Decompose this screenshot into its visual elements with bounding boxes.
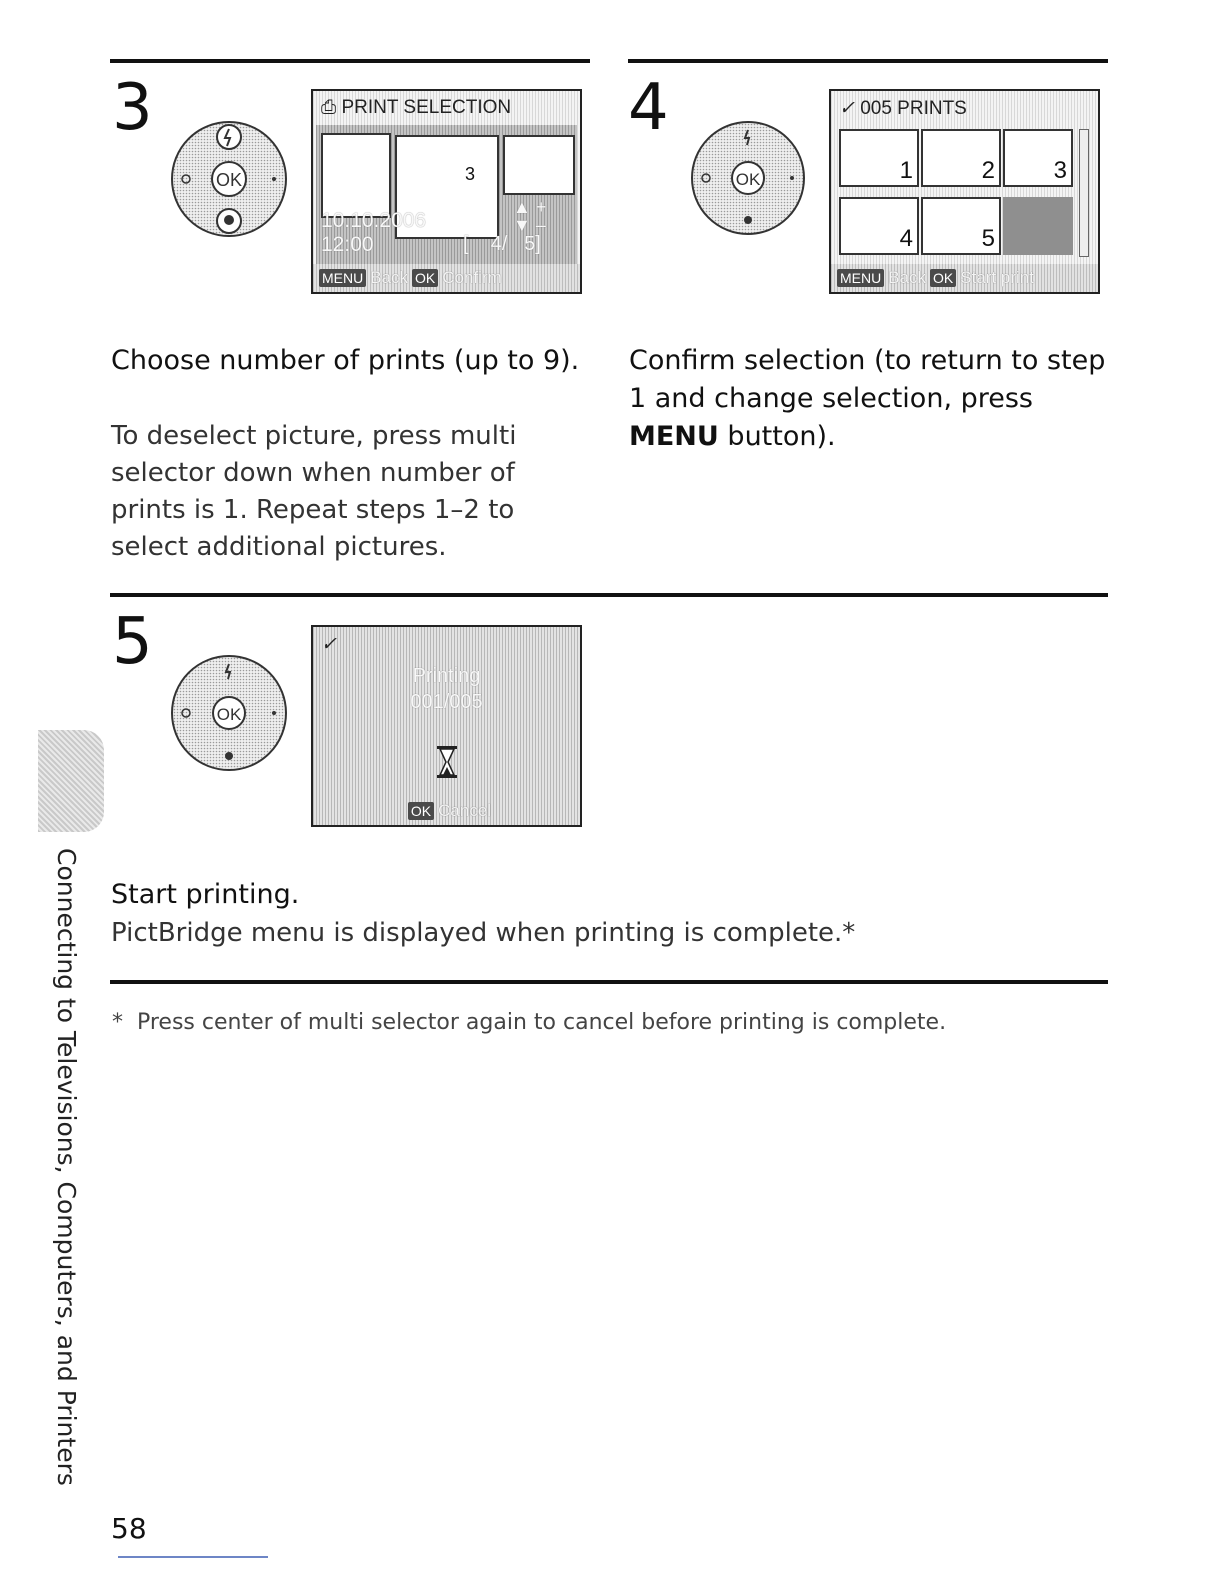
footer-confirm-label: Confirm [442, 268, 502, 287]
thumbnail-3: 3 [1003, 129, 1073, 187]
footer-cancel-label: Cancel [438, 801, 492, 820]
page-number: 58 [111, 1512, 147, 1545]
screen-print-selection [311, 89, 582, 294]
preview-time: 12:00 [321, 233, 374, 256]
step-5-heading: Start printing. [111, 879, 300, 910]
pictbridge-icon: ✓ [839, 98, 855, 119]
scrollbar [1079, 129, 1089, 257]
rule-top-right [628, 59, 1108, 63]
screen-footer [313, 797, 580, 825]
menu-button-tag: MENU [319, 269, 366, 287]
step-5-body: PictBridge menu is displayed when printing is complete.* [111, 918, 856, 948]
footnote: * Press center of multi selector again to cancel before printing is complete. [112, 1010, 947, 1035]
up-arrow-icon: ▲ + [513, 197, 547, 217]
footer-back-label: Back [888, 268, 927, 287]
print-counter: [ 4/ 5] [463, 233, 541, 255]
preview-date: 10.10.2006 [321, 209, 427, 232]
thumbnail-5: 5 [921, 197, 1001, 255]
step-3-body: To deselect picture, press multi selector down when number of prints is 1. Repeat steps 1–2 to select additional pictures. [111, 421, 517, 562]
footer-back-label: Back [370, 268, 409, 287]
printing-progress: 001/005 [410, 691, 483, 713]
footer-start-label: Start print [960, 268, 1034, 287]
down-arrow-icon: ▼ – [513, 215, 546, 235]
step-4-number: 4 [628, 71, 669, 145]
menu-button-tag: MENU [837, 269, 884, 287]
print-count-badge: 3 [464, 164, 475, 184]
rule-footnote [110, 980, 1108, 984]
dial-ok-label: OK [735, 170, 761, 189]
rule-step5 [110, 593, 1108, 597]
printing-status: Printing [412, 665, 481, 687]
thumbnail-1: 1 [839, 129, 919, 187]
dial-ok-label: OK [216, 705, 242, 724]
multi-selector-dial-step4 [690, 120, 806, 236]
empty-slot [1003, 197, 1073, 255]
screen-prints-confirm [829, 89, 1100, 294]
step-3-number: 3 [112, 71, 153, 145]
ok-button-tag: OK [412, 269, 438, 287]
ok-button-tag: OK [930, 269, 956, 287]
print-icon: ⎙ [321, 97, 337, 118]
step-5-number: 5 [112, 605, 153, 679]
screen-footer [313, 264, 580, 292]
screen-footer [831, 264, 1098, 292]
pictbridge-icon: ✓ [321, 634, 337, 655]
step-3-heading: Choose number of prints (up to 9). [111, 345, 580, 376]
multi-selector-dial-step3 [170, 120, 288, 238]
page-number-underline [118, 1556, 268, 1558]
thumbnail-2: 2 [921, 129, 1001, 187]
thumbnail-4: 4 [839, 197, 919, 255]
step-4-heading: Confirm selection (to return to step 1 and change selection, press MENU button). [629, 345, 1106, 452]
menu-button-label: MENU [629, 421, 719, 452]
multi-selector-dial-step5 [170, 654, 288, 772]
multi-selector-icon [690, 120, 806, 236]
thumbnail-prev [321, 133, 391, 218]
screen-title: ⎙ PRINT SELECTION [321, 97, 512, 118]
thumbnail-next [503, 135, 575, 195]
rule-top-left [110, 59, 590, 63]
section-tab-marker [38, 730, 104, 832]
multi-selector-icon [170, 120, 288, 238]
section-tab-label: Connecting to Televisions, Computers, and Printers [52, 848, 81, 1486]
dial-ok-label: OK [215, 170, 243, 190]
hourglass-icon [435, 745, 459, 779]
ok-button-tag: OK [408, 802, 434, 820]
multi-selector-icon [170, 654, 288, 772]
screen-title: ✓ 005 PRINTS [839, 98, 967, 119]
screen-printing [311, 625, 582, 827]
